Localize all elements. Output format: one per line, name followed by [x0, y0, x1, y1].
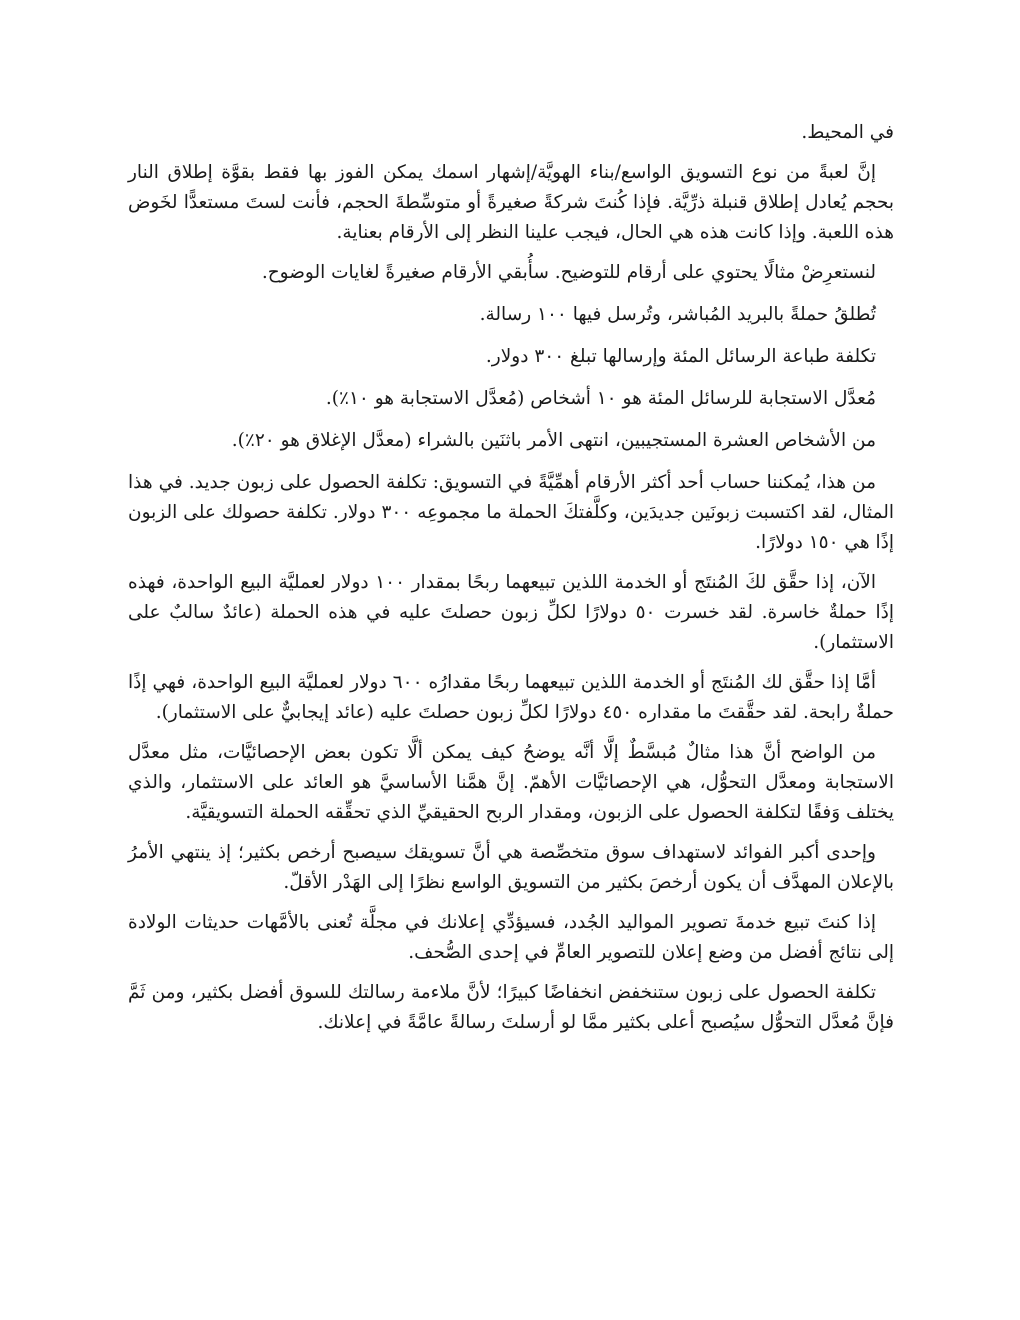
- paragraph-example-cost: تكلفة طباعة الرسائل المئة وإرسالها تبلغ ٣٠٠ دولار.: [485, 346, 876, 367]
- paragraph-losing-campaign: الآن، إذا حقَّق لكَ المُنتَج أو الخدمة اللذين تبيعهما ربحًا بمقدار ١٠٠ دولار لعمليَّة البيع الواحدة، فهذه إذًا حملةٌ خاسرة. لقد خسرت ٥٠ دولارًا لكلِّ زبون حصلتَ عليه في هذه الحملة (عائدٌ سالبٌ على الاستثمار).: [128, 572, 894, 653]
- paragraph-broad-marketing: إنَّ لعبةً من نوع التسويق الواسع/بناء الهويَّة/إشهار اسمك يمكن الفوز بها فقط بقوَّة إطلاق النار بحجم يُعادل إطلاق قنبلة ذرِّيَّة. فإذا كُنتَ شركةً صغيرةً أو متوسِّطةَ الحجم، فأنت لستَ مستعدًّا لخَوض هذه اللعبة. وإذا كانت هذه هي الحال، فيجب علينا النظر إلى الأرقام بعناية.: [128, 162, 894, 243]
- paragraph-winning-campaign: أمَّا إذا حقَّق لك المُنتَج أو الخدمة اللذين تبيعهما ربحًا مقدارُه ٦٠٠ دولار لعمليَّة البيع الواحدة، فهي إذًا حملةٌ رابحة. لقد حقَّقتَ ما مقداره ٤٥٠ دولارًا لكلِّ زبون حصلتَ عليه (عائد إيجابيٌّ على الاستثمار).: [128, 672, 894, 723]
- paragraph-acquisition-cost: من هذا، يُمكننا حساب أحد أكثر الأرقام أهمِّيَّةً في التسويق: تكلفة الحصول على زبون جديد. في هذا المثال، لقد اكتسبت زبونَين جديدَين، وكلَّفتكَ الحملة ما مجموعِه ٣٠٠ دولار. تكلفة حصولك على الزبون إذًا هي ١٥٠ دولارًا.: [128, 472, 894, 553]
- paragraph-niche-benefits: وإحدى أكبر الفوائد لاستهداف سوق متخصِّصة هي أنَّ تسويقك سيصبح أرخص بكثير؛ إذ ينتهي الأمرُ بالإعلان المهدَّف أن يكون أرخصَ بكثير من التسويق الواسع نظرًا إلى الهَدْر الأقلّ.: [128, 842, 894, 893]
- paragraph-example-mailing: تُطلقُ حملةً بالبريد المُباشر، وتُرسل فيها ١٠٠ رسالة.: [479, 304, 876, 325]
- paragraph-example-closing-rate: من الأشخاص العشرة المستجيبين، انتهى الأمر باثنَين بالشراء (معدَّل الإغلاق هو ٢٠٪).: [231, 430, 876, 451]
- paragraph-example-intro: لنستعرِضْ مثالًا يحتوي على أرقام للتوضيح. سأُبقي الأرقام صغيرةً لغايات الوضوح.: [261, 262, 876, 283]
- paragraph-newborn-photography: إذا كنتَ تبيع خدمةَ تصوير المواليد الجُدد، فسيؤدِّي إعلانك في مجلَّة تُعنى بالأمَّهات حديثات الولادة إلى نتائج أفضل من وضع إعلان للتصوير العامِّ في إحدى الصُّحف.: [128, 912, 894, 963]
- paragraph-continuation: في المحيط.: [801, 122, 894, 143]
- paragraph-roi-explanation: من الواضح أنَّ هذا مثالٌ مُبسَّطٌ إلَّا أنَّه يوضحُ كيف يمكن ألَّا تكون بعض الإحصائيَّات، مثل معدَّل الاستجابة ومعدَّل التحوُّل، هي الإحصائيَّات الأهمّ. إنَّ همَّنا الأساسيَّ هو العائد على الاستثمار، والذي يختلف وَفقًا لتكلفة الحصول على الزبون، ومقدار الربح الحقيقيِّ الذي تحقِّقه الحملة التسويقيَّة.: [128, 742, 894, 823]
- paragraph-example-response-rate: مُعدَّل الاستجابة للرسائل المئة هو ١٠ أشخاص (مُعدَّل الاستجابة هو ١٠٪).: [325, 388, 876, 409]
- document-page: [128, 118, 894, 1048]
- paragraph-conversion-rate: تكلفة الحصول على زبون ستنخفض انخفاضًا كبيرًا؛ لأنَّ ملاءمة رسالتك للسوق أفضل بكثير، ومن ثَمَّ فإنَّ مُعدَّل التحوُّل سيُصبح أعلى بكثير ممَّا لو أرسلتَ رسالةً عامَّةً في إعلانك.: [128, 982, 894, 1033]
